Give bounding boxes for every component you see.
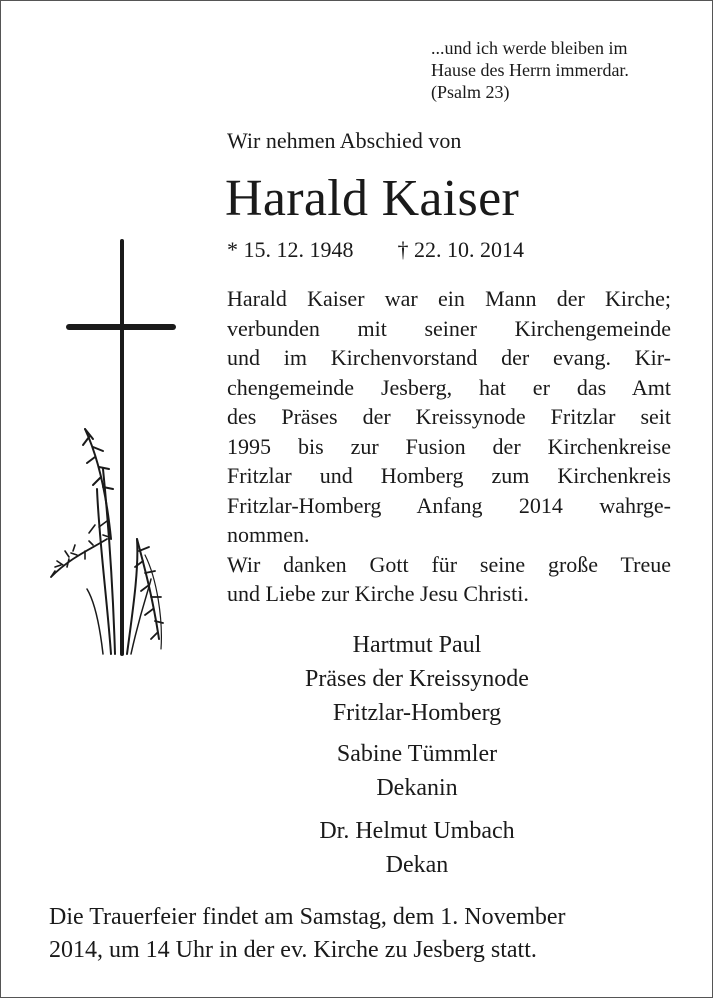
tribute-line: Fritzlar-Homberg Anfang 2014 wahrge- [227, 492, 671, 518]
tribute-line: Wir danken Gott für seine große Treue [227, 551, 671, 577]
tribute-line: des Präses der Kreissynode Fritzlar seit [227, 404, 671, 429]
life-dates [227, 237, 524, 263]
psalm-quote [431, 37, 629, 103]
deceased-name: Harald Kaiser [225, 170, 520, 227]
cross-with-wheat-icon [41, 239, 181, 664]
tribute-line: Fritzlar und Homberg zum Kirchenkreis [227, 463, 671, 488]
tribute-text [227, 284, 671, 609]
signatory-name: Dr. Helmut Umbach [319, 818, 515, 844]
tribute-line: nommen. [227, 522, 310, 547]
signatory-name: Sabine Tümmler [336, 741, 498, 767]
signatory-name: Hartmut Paul [352, 632, 482, 658]
signatory-tuemmler [227, 737, 607, 805]
farewell-intro: Wir nehmen Abschied von [227, 128, 462, 153]
birth-date: * 15. 12. 1948 [227, 237, 354, 262]
psalm-line: Hause des Herrn immerdar. [431, 60, 629, 80]
death-date: † 22. 10. 2014 [397, 237, 524, 262]
funeral-info [49, 901, 669, 967]
tribute-line: Harald Kaiser war ein Mann der Kirche; [227, 286, 671, 311]
signatory-umbach [227, 814, 607, 882]
tribute-line: und Liebe zur Kirche Jesu Christi. [227, 581, 529, 606]
signatory-paul [227, 628, 607, 730]
tribute-line: 1995 bis zur Fusion der Kirchenkreise [227, 433, 671, 459]
funeral-line: Die Trauerfeier findet am Samstag, dem 1. November [49, 904, 566, 930]
signatory-role: Dekan [385, 852, 449, 878]
tribute-line: verbunden mit seiner Kirchengemeinde [227, 315, 671, 341]
tribute-line: und im Kirchenvorstand der evang. Kir- [227, 345, 671, 370]
tribute-line: chengemeinde Jesberg, hat er das Amt [227, 374, 671, 400]
signatory-role: Präses der Kreissynode [305, 666, 529, 692]
psalm-line: ...und ich werde bleiben im [431, 38, 628, 58]
psalm-reference: (Psalm 23) [431, 82, 510, 102]
signatory-role: Fritzlar-Homberg [332, 700, 502, 726]
signatory-role: Dekanin [376, 775, 458, 801]
funeral-line: 2014, um 14 Uhr in der ev. Kirche zu Jesberg statt. [49, 937, 537, 963]
